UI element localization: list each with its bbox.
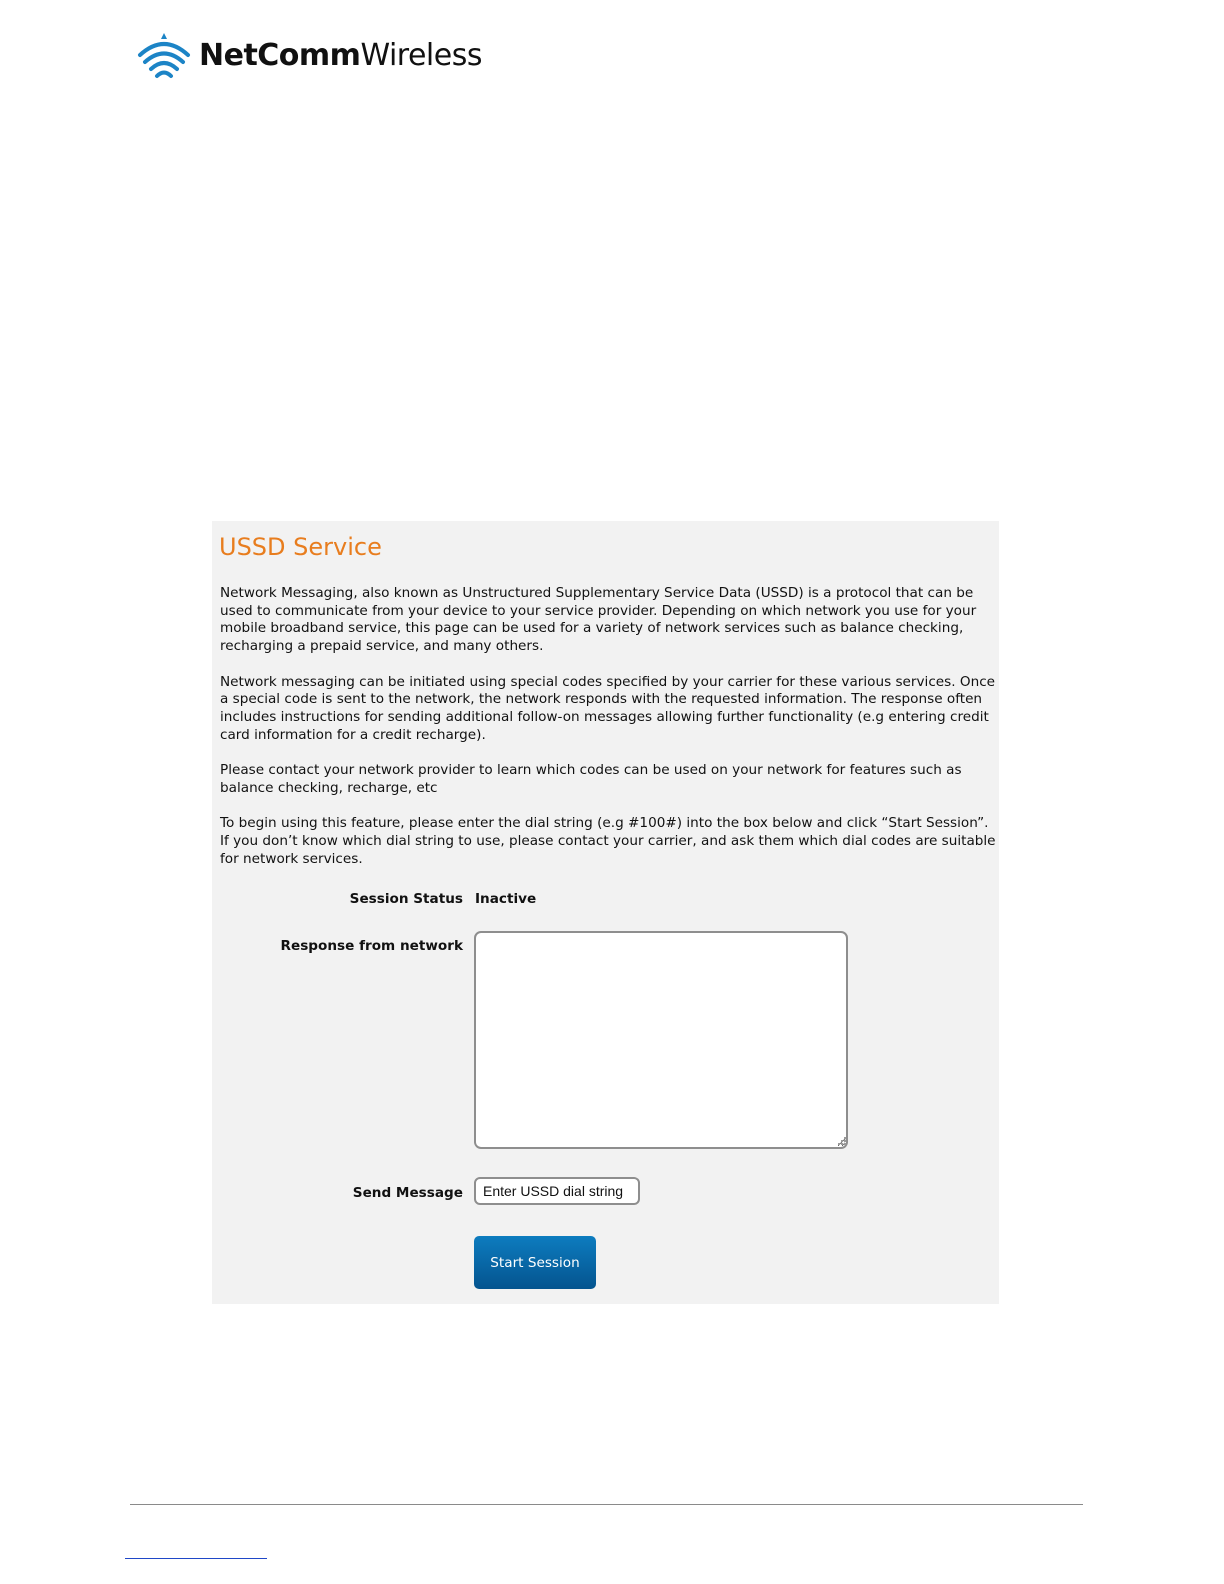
footer-divider (130, 1504, 1083, 1505)
ussd-service-panel (212, 521, 999, 1304)
description-paragraph: Please contact your network provider to learn which codes can be used on your network for features such as balance checking, recharge, etc (220, 762, 962, 796)
description-paragraph: To begin using this feature, please enter the dial string (e.g #100#) into the box below and click “Start Session”. If you don’t know which dial string to use, please contact your carrier, and ask them which dial codes are suitable for network services. (220, 815, 996, 867)
start-session-button[interactable]: Start Session (474, 1236, 596, 1289)
footer-link-underline[interactable] (125, 1558, 267, 1559)
session-status-value: Inactive (475, 891, 537, 907)
page-title: USSD Service (219, 533, 382, 561)
resize-grip-icon[interactable] (835, 1136, 847, 1148)
brand-logo (137, 30, 482, 82)
ussd-dial-string-input[interactable] (474, 1177, 640, 1205)
description-paragraph: Network messaging can be initiated using special codes specified by your carrier for these various services. Once a special code is sent to the network, the network responds with the requested information. The response often includes instructions for sending additional follow-on messages allowing further functionality (e.g entering credit card information for a credit recharge). (220, 673, 996, 743)
description-paragraph: Network Messaging, also known as Unstructured Supplementary Service Data (USSD) is a protocol that can be used to communicate from your device to your service provider. Depending on which network you use for your mobile broadband service, this page can be used for a variety of network services such as balance checking, recharging a prepaid service, and many others. (220, 585, 977, 655)
send-message-label: Send Message (352, 1185, 463, 1201)
wireless-signal-icon (137, 31, 191, 81)
session-status-label: Session Status (349, 891, 463, 907)
response-textarea[interactable] (474, 931, 848, 1149)
logo-text-light: Wireless (360, 38, 482, 73)
response-label: Response from network (280, 938, 463, 954)
description (220, 585, 998, 886)
logo-text-bold: NetComm (199, 38, 361, 73)
